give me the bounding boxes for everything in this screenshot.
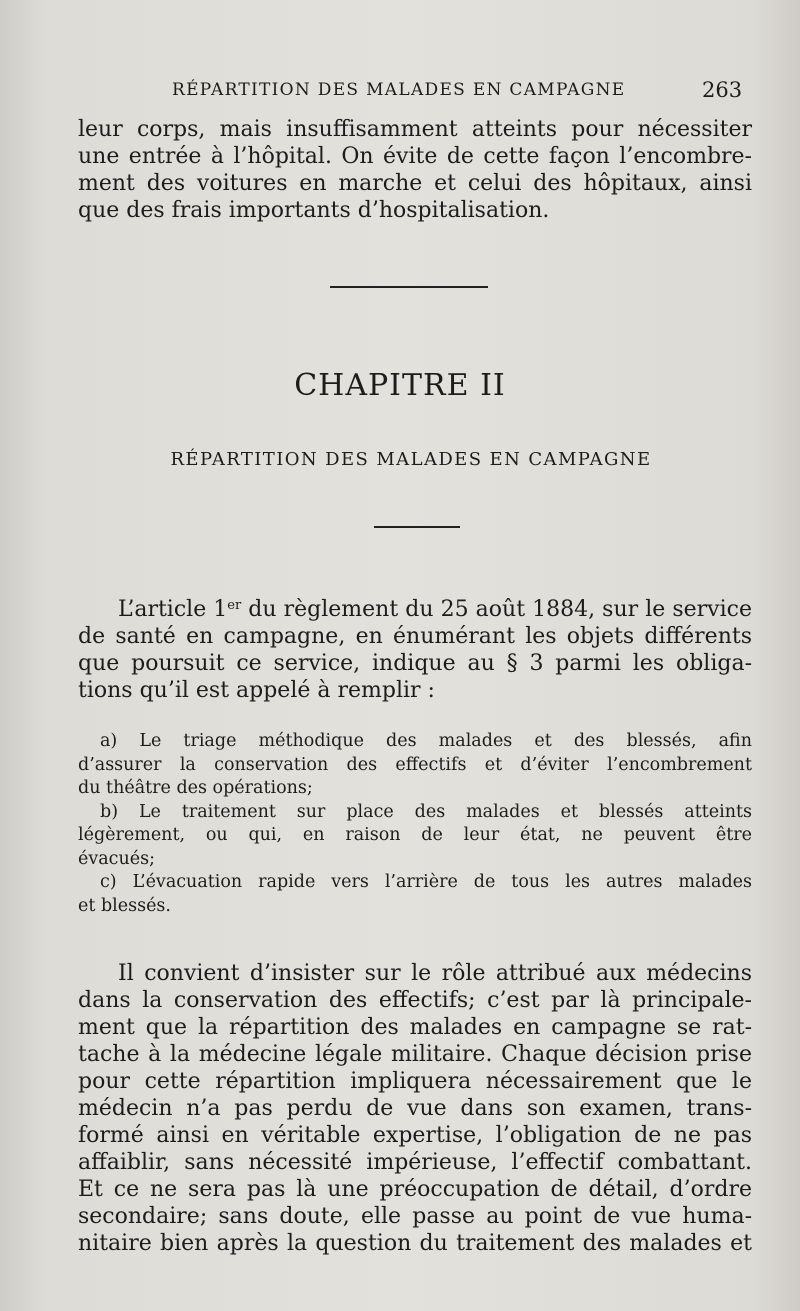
continuation-paragraph: [78, 116, 752, 224]
running-head: [0, 78, 800, 108]
text-line: et blessés.: [78, 895, 171, 916]
text-line: que des frais importants d’hospitalisation.: [78, 198, 550, 223]
discussion-paragraph: [78, 960, 752, 1257]
text-line: légèrement, ou qui, en raison de leur état, ne peuvent être: [78, 825, 752, 845]
list-item: c) L’évacuation rapide vers l’arrière de tous les autres malades: [100, 872, 752, 892]
text-line: Et ce ne sera pas là une préoccupation de détail, d’ordre: [78, 1177, 752, 1202]
text-line: d’assurer la conservation des effectifs et d’éviter l’encombrement: [78, 754, 752, 775]
text-line: évacués;: [78, 848, 155, 869]
text-line: leur corps, mais insuffisamment atteints pour nécessiter: [78, 117, 752, 142]
running-head-title: RÉPARTITION DES MALADES EN CAMPAGNE: [172, 80, 626, 100]
text-line: dans la conservation des effectifs; c’est par là principale-: [78, 988, 752, 1013]
text-line: Il convient d’insister sur le rôle attribué aux médecins: [118, 961, 752, 986]
text-line: affaiblir, sans nécessité impérieuse, l’effectif combattant.: [78, 1150, 752, 1175]
text-line: tache à la médecine légale militaire. Chaque décision prise: [78, 1042, 752, 1067]
list-item: b) Le traitement sur place des malades et blessés atteints: [100, 801, 752, 822]
obligations-list: [78, 730, 752, 918]
text-line: pour cette répartition impliquera nécessairement que le: [78, 1069, 752, 1094]
text-line: du théâtre des opérations;: [78, 778, 313, 798]
text-line: ment que la répartition des malades en campagne se rat-: [78, 1015, 752, 1040]
text-line: nitaire bien après la question du traitement des malades et: [78, 1231, 752, 1256]
text-line: médecin n’a pas perdu de vue dans son examen, trans-: [78, 1096, 752, 1121]
list-item: a) Le triage méthodique des malades et des blessés, afin: [100, 731, 752, 751]
text-line: que poursuit ce service, indique au § 3 parmi les obliga-: [78, 651, 752, 676]
section-divider: [330, 286, 488, 288]
text-line: formé ainsi en véritable expertise, l’obligation de ne pas: [78, 1123, 752, 1148]
chapter-divider: [374, 526, 460, 528]
text-line: secondaire; sans doute, elle passe au point de vue huma-: [78, 1204, 752, 1229]
superscript: er: [227, 598, 242, 613]
text-line: ment des voitures en marche et celui des hôpitaux, ainsi: [78, 171, 752, 196]
text-line: [78, 592, 752, 623]
text-line: de santé en campagne, en énumérant les objets différents: [78, 624, 752, 649]
intro-paragraph: [78, 592, 752, 704]
text-fragment: du règlement du 25 août 1884, sur le service: [241, 597, 752, 622]
text-fragment: L’article 1: [118, 597, 228, 622]
chapter-title: CHAPITRE II: [294, 368, 506, 403]
text-line: une entrée à l’hôpital. On évite de cette façon l’encombre-: [78, 144, 752, 169]
text-line: tions qu’il est appelé à remplir :: [78, 678, 435, 703]
page-number: 263: [702, 78, 743, 102]
chapter-subtitle: RÉPARTITION DES MALADES EN CAMPAGNE: [170, 449, 652, 470]
